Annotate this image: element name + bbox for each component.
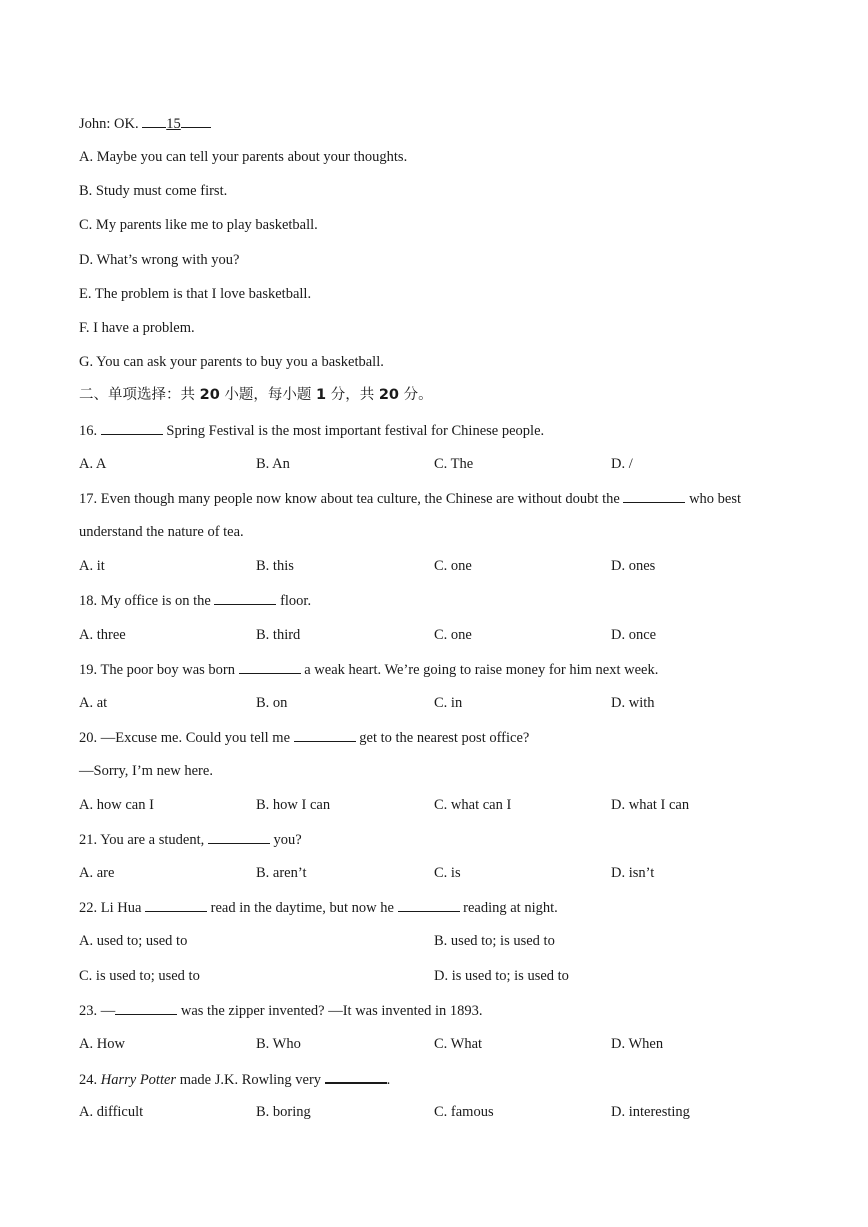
answer-blank xyxy=(214,591,276,605)
question-17: 17. Even though many people now know about tea culture, the Chinese are without doubt the who best xyxy=(79,491,742,507)
book-title: Harry Potter xyxy=(100,1072,177,1088)
choice-d: D. What’s wrong with you? xyxy=(79,252,240,268)
answer-blank xyxy=(145,898,207,912)
option-d: D. / xyxy=(611,456,633,472)
answer-blank xyxy=(325,1069,387,1084)
answer-blank xyxy=(181,114,211,128)
option-c: C. is used to; used to xyxy=(79,968,200,984)
choice-b: B. Study must come first. xyxy=(79,183,228,199)
option-d: D. ones xyxy=(611,558,656,574)
option-c: C. one xyxy=(434,627,472,643)
option-c: C. The xyxy=(434,456,474,472)
option-a: A. difficult xyxy=(79,1104,144,1120)
question-19: 19. The poor boy was born a weak heart. We’re going to raise money for him next week. xyxy=(79,662,659,678)
option-a: A. it xyxy=(79,558,105,574)
option-d: D. When xyxy=(611,1036,664,1052)
john-prefix: John: OK. xyxy=(79,116,139,132)
answer-blank xyxy=(208,830,270,844)
option-b: B. boring xyxy=(256,1104,311,1120)
option-a: A. used to; used to xyxy=(79,933,188,949)
question-18: 18. My office is on the floor. xyxy=(79,593,312,609)
question-20: 20. —Excuse me. Could you tell me get to the nearest post office? xyxy=(79,730,530,746)
option-c: C. is xyxy=(434,865,461,881)
option-b: B. used to; is used to xyxy=(434,933,555,949)
question-23: 23. — was the zipper invented? —It was invented in 1893. xyxy=(79,1003,483,1019)
answer-blank xyxy=(239,660,301,674)
option-d: D. is used to; is used to xyxy=(434,968,569,984)
option-d: D. isn’t xyxy=(611,865,655,881)
answer-blank xyxy=(101,421,163,435)
option-c: C. what can I xyxy=(434,797,512,813)
john-line xyxy=(79,114,211,133)
option-d: D. with xyxy=(611,695,655,711)
choice-f: F. I have a problem. xyxy=(79,320,195,336)
choice-c: C. My parents like me to play basketball. xyxy=(79,217,318,233)
question-20-reply: —Sorry, I’m new here. xyxy=(79,763,213,779)
option-a: A. three xyxy=(79,627,126,643)
option-b: B. third xyxy=(256,627,301,643)
option-a: A. at xyxy=(79,695,108,711)
section-heading: 二、单项选择：共 20 小题，每小题 1 分，共 20 分。 xyxy=(79,387,433,403)
option-a: A. are xyxy=(79,865,115,881)
option-b: B. on xyxy=(256,695,288,711)
question-24: 24. Harry Potter made J.K. Rowling very . xyxy=(79,1069,390,1089)
choice-g: G. You can ask your parents to buy you a basketball. xyxy=(79,354,384,370)
choice-e: E. The problem is that I love basketball. xyxy=(79,286,312,302)
option-d: D. once xyxy=(611,627,657,643)
option-d: D. what I can xyxy=(611,797,690,813)
option-c: C. one xyxy=(434,558,472,574)
answer-blank xyxy=(115,1001,177,1015)
answer-blank xyxy=(623,489,685,503)
option-b: B. Who xyxy=(256,1036,301,1052)
option-d: D. interesting xyxy=(611,1104,690,1120)
option-b: B. how I can xyxy=(256,797,331,813)
option-c: C. in xyxy=(434,695,463,711)
question-22: 22. Li Hua read in the daytime, but now he reading at night. xyxy=(79,900,558,916)
answer-blank xyxy=(142,114,166,128)
option-a: A. How xyxy=(79,1036,125,1052)
question-17-continued: understand the nature of tea. xyxy=(79,524,244,540)
option-b: B. this xyxy=(256,558,294,574)
option-c: C. What xyxy=(434,1036,483,1052)
answer-blank xyxy=(398,898,460,912)
option-c: C. famous xyxy=(434,1104,494,1120)
choice-a: A. Maybe you can tell your parents about your thoughts. xyxy=(79,149,408,165)
question-16: 16. Spring Festival is the most important festival for Chinese people. xyxy=(79,423,545,439)
option-b: B. aren’t xyxy=(256,865,307,881)
question-21: 21. You are a student, you? xyxy=(79,832,302,848)
option-a: A. A xyxy=(79,456,107,472)
option-b: B. An xyxy=(256,456,290,472)
question-number-15: 15 xyxy=(166,116,181,132)
answer-blank xyxy=(294,728,356,742)
option-a: A. how can I xyxy=(79,797,154,813)
